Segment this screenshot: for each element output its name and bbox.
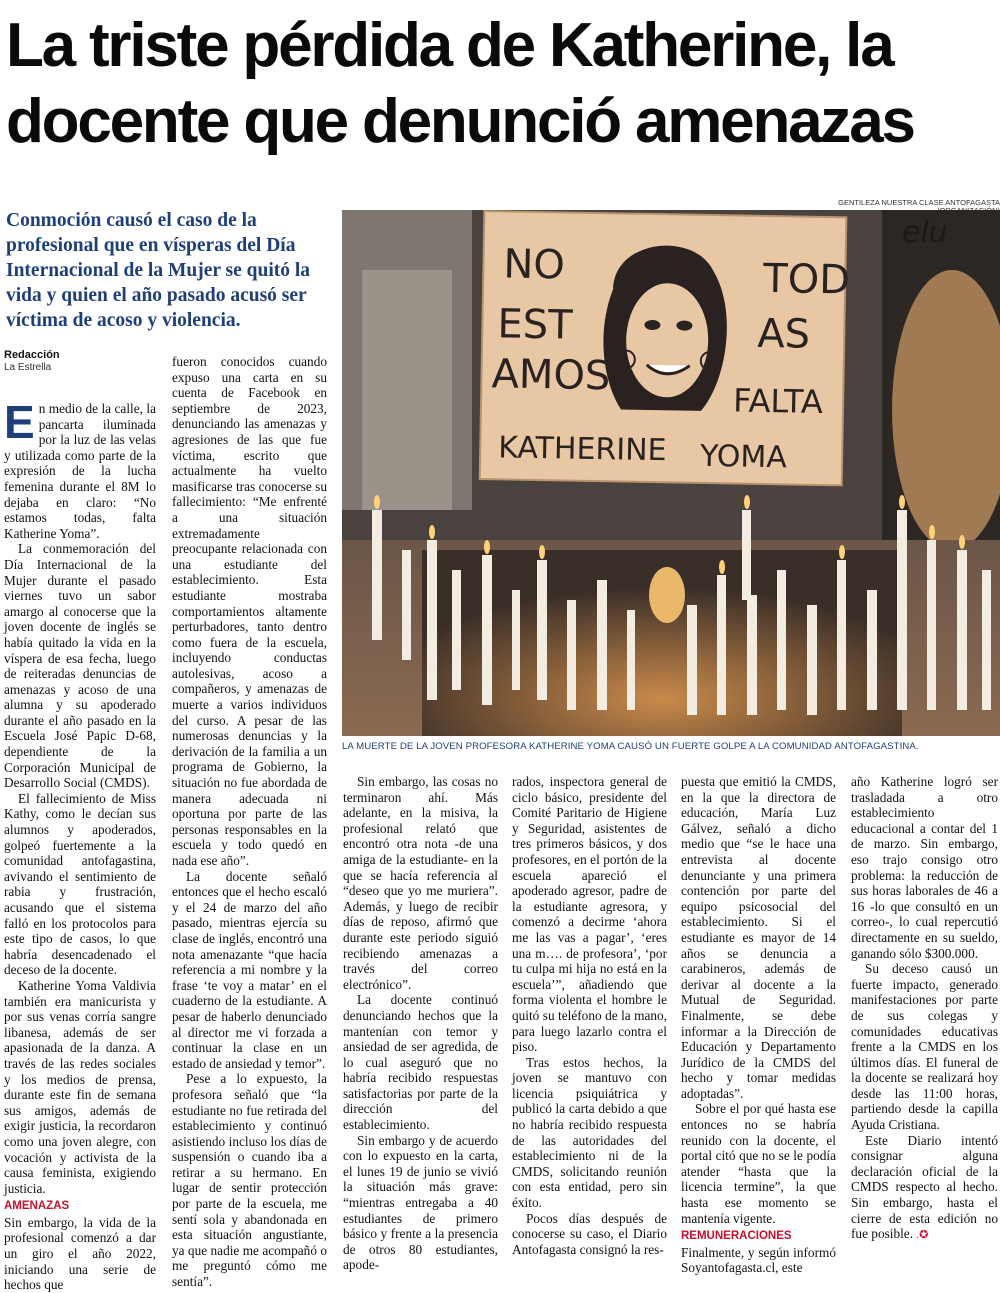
candle xyxy=(717,575,726,715)
sign-word-katherine: KATHERINE xyxy=(497,430,667,469)
paragraph: Sobre el por qué hasta ese entonces no se habría reunido con la docente, el portal citó que no se le podía atender “hasta que la licencia termine”, la que hasta ese momento se mantenía vigente. xyxy=(681,1101,836,1226)
candle-yellow xyxy=(649,567,685,623)
candle xyxy=(452,570,461,690)
candle xyxy=(982,570,991,710)
candle xyxy=(402,550,411,660)
column-4 xyxy=(512,774,667,1257)
paragraph: El fallecimiento de Miss Kathy, como le decían sus alumnos y apoderados, golpeó fuertemente a la comunidad antofagastina, avivando el sentimiento de rabia y frustración, acusando que el sistema falló en los protocolos para este tipo de casos, lo que habría desencadenado el deceso de la docente. xyxy=(4,790,156,978)
candle xyxy=(897,510,907,710)
paragraph: Finalmente, y según informó Soyantofagasta.cl, este xyxy=(681,1244,836,1276)
candle xyxy=(512,590,520,690)
portrait-face xyxy=(624,282,710,399)
headline xyxy=(6,8,996,160)
end-mark-icon: .✪ xyxy=(916,1229,929,1242)
section-heading-remuneraciones: REMUNERACIONES xyxy=(681,1230,792,1243)
candle xyxy=(927,540,936,710)
paragraph: Sin embargo, las cosas no terminaron ahí. Más adelante, en la misiva, la profesional relató que encontró otra nota -de una amiga de la estudiante- en la que se hacía referencia al “deseo que yo me muriera”. Además, y luego de recibir días de reposo, afirmó que durante este periodo siguió recibiendo amenazas a través del correo electrónico”. xyxy=(343,774,498,992)
headline-line-2: docente que denunció amenazas xyxy=(6,87,914,156)
subheadline: Conmoción causó el caso de la profesional que en vísperas del Día Internacional de la Mujer se quitó la vida y quien el año pasado acusó ser víctima de acoso y violencia. xyxy=(6,210,311,331)
candle xyxy=(957,550,967,710)
headline-line-1: La triste pérdida de Katherine, la xyxy=(6,11,893,80)
column-1 xyxy=(4,396,156,1293)
paragraph: La conmemoración del Día Internacional de la Mujer durante el pasado viernes tuvo un sabor amargo al conocerse que la joven docente de inglés se había quitado la vida en la víspera de esa fecha, luego de reiteradas denuncias de amenazas y acoso de una alumna y su apoderado durante el año pasado en la Escuela José Papic D-68, dependiente de la Corporación Municipal de Desarrollo Social (CMDS). xyxy=(4,541,156,791)
paragraph: Este Diario intentó consignar alguna declaración oficial de la CMDS respecto al hecho. Sin embargo, hasta el cierre de esta edición no fue posible. .✪ xyxy=(851,1132,998,1242)
column-6 xyxy=(851,774,998,1244)
left-panel xyxy=(362,270,452,510)
candle xyxy=(482,555,492,705)
byline-org: La Estrella xyxy=(4,362,52,373)
photo-caption: LA MUERTE DE LA JOVEN PROFESORA KATHERINE YOMA CAUSÓ UN FUERTE GOLPE A LA COMUNIDAD ANTOFAGASTINA. xyxy=(342,741,919,752)
photo-credit: GENTILEZA NUESTRA CLASE ANTOFAGASTA xyxy=(838,198,1000,207)
candle xyxy=(372,510,382,640)
candle xyxy=(837,560,846,710)
paragraph: La docente señaló entonces que el hecho escaló y el 24 de marzo del año pasado, mientras ejercía su clase de inglés, encontró una nota amenazante “que hacía referencia a mi nombre y la frase ‘te voy a matar’ en el cuaderno de la estudiante. A pesar de haberlo denunciado al director me vi forzada a continuar la clase en un estado de ansiedad y temor”. xyxy=(172,868,327,1071)
candle xyxy=(747,595,757,715)
vigil-photo xyxy=(342,210,1000,736)
sign-word-tod: TOD xyxy=(762,255,851,304)
byline-author: Redacción xyxy=(4,349,60,361)
sign-word-est: EST xyxy=(497,301,573,349)
paragraph: fueron conocidos cuando expuso una carta en su cuenta de Facebook en septiembre de 2023, denunciando las amenazas y agresiones de las que fue víctima, escrito que actualmente ha vuelto masificarse tras conocerse su fallecimiento: “Me enfrenté a una situación extremadamente preocupante relacionada con una estudiante del establecimiento. Esta estudiante mostraba comportamientos altamente perturbadores, tanto dentro como fuera de la escuela, incluyendo conductas autolesivas, acoso a compañeros, y amenazas de muerte a varios individuos del curso. A pesar de las numerosas denuncias y la derivación de la familia a un programa de Gobierno, la situación no fue abordada de manera adecuada ni oportuna por parte de las personas responsables en la escuela y todo quedó en nada ese año”. xyxy=(172,354,327,868)
candle xyxy=(742,510,751,600)
sign-word-yoma: YOMA xyxy=(699,438,788,476)
sign-word-falta: FALTA xyxy=(732,381,824,421)
sign-word-no: NO xyxy=(503,241,566,289)
wall-graffiti: elu xyxy=(902,215,948,250)
candle xyxy=(427,540,437,700)
paragraph: puesta que emitió la CMDS, en la que la directora de educación, María Luz Gálvez, señaló a dicho medio que “se le hace una entrevista al docente denunciante y una primera contención por parte del equipo psicosocial del establecimiento. Si el estudiante es mayor de 14 años se denuncia a carabineros, además de derivar al docente a la Mutual de Seguridad. Finalmente, se debe informar a la Dirección de Educación y Departamento Jurídico de la CMDS del hecho y tomar medidas adoptadas”. xyxy=(681,774,836,1101)
paragraph: Su deceso causó un fuerte impacto, generado manifestaciones por parte de sus colegas y comunidades educativas frente a la CMDS en los últimos días. El funeral de la docente se realizará hoy desde las 11:00 horas, partiendo desde la capilla Ayuda Cristiana. xyxy=(851,961,998,1133)
candle xyxy=(597,580,607,710)
candle xyxy=(627,610,635,710)
paragraph: Tras estos hechos, la joven se mantuvo con licencia psiquiátrica y publicó la carta debido a que no habría recibido respuesta de las autoridades del establecimiento ni de la CMDS, solicitando reunión con esta entidad, pero sin éxito. xyxy=(512,1054,667,1211)
paragraph: Katherine Yoma Valdivia también era manicurista y por sus venas corría sangre libanesa, además de ser apasionada de la danza. A través de las redes sociales y los medios de prensa, durante este fin de semana sus amigos, además de exigir justicia, la recordaron como una joven alegre, con vocación y activista de la causa feminista, exigiendo justicia. xyxy=(4,977,156,1196)
paragraph: Sin embargo, la vida de la profesional comenzó a dar un giro el año 2022, iniciando una serie de hechos que xyxy=(4,1214,156,1293)
section-heading-amenazas: AMENAZAS xyxy=(4,1200,70,1213)
paragraph: Pocos días después de conocerse su caso, el Diario Antofagasta consignó la res- xyxy=(512,1210,667,1257)
column-3 xyxy=(343,774,498,1273)
candle xyxy=(537,560,547,700)
sign-word-amos: AMOS xyxy=(491,351,611,400)
protest-sign xyxy=(480,211,851,485)
paragraph: En medio de la calle, la pancarta iluminada por la luz de las velas y utilizada como parte de la expresión de la lucha femenina durante el 8M lo dejaba en claro: “No estamos todas, falta Katherine Yoma”. xyxy=(4,396,156,541)
candle xyxy=(567,600,576,710)
sign-word-as: AS xyxy=(756,310,811,358)
candle xyxy=(687,605,697,715)
drop-cap: E xyxy=(4,396,35,448)
vigil-photo-illustration xyxy=(342,210,1000,736)
candle xyxy=(807,605,817,715)
column-5 xyxy=(681,774,836,1276)
paragraph: Sin embargo y de acuerdo con lo expuesto en la carta, el lunes 19 de junio se vivió la situación más grave: “mientras entregaba a 40 estudiantes de primero básico y frente a la presencia de otros 80 estudiantes, apode- xyxy=(343,1132,498,1273)
candle xyxy=(777,570,786,710)
portrait-drawing xyxy=(602,244,728,411)
paragraph: Pese a lo expuesto, la profesora señaló que “la estudiante no fue retirada del establecimiento y continuó asistiendo incluso los días de suspensión o cuando iba a retirar a su hermano. En lugar de sentir protección por parte de la escuela, me sentí sola y abandonada en esta situación angustiante, ya que nadie me acompañó o me preguntó cómo me sentía”. xyxy=(172,1071,327,1290)
column-2 xyxy=(172,354,327,1290)
paragraph: rados, inspectora general de ciclo básico, presidente del Comité Paritario de Higiene y Seguridad, asistentes de tres primeros básicos, y dos profesores, en el portón de la escuela apareció el apoderado agresor, padre de la estudiante agresora, y comenzó a decirme ‘ahora me las vas a pagar’, ‘eres una m…. de profesora’, ‘por tu culpa mi hija no está en la escuela’”, añadiendo que forma violenta el hombre le quitó su teléfono de la mano, para luego lazarlo contra el piso. xyxy=(512,774,667,1055)
paragraph: La docente continuó denunciando hechos que la mantenían con temor y ansiedad de ser agredida, de lo cual aseguró que no habría recibido respuestas satisfactorias por parte de la dirección del establecimiento. xyxy=(343,992,498,1133)
paragraph: año Katherine logró ser trasladada a otro establecimiento educacional a contar del 1 de marzo. Sin embargo, eso trajo consigo otro problema: la reducción de sus horas laborales de 46 a 16 -lo que consultó en un correo-, lo cual repercutió directamente en su sueldo, ganando sólo $300.000. xyxy=(851,774,998,961)
candle xyxy=(867,590,877,710)
